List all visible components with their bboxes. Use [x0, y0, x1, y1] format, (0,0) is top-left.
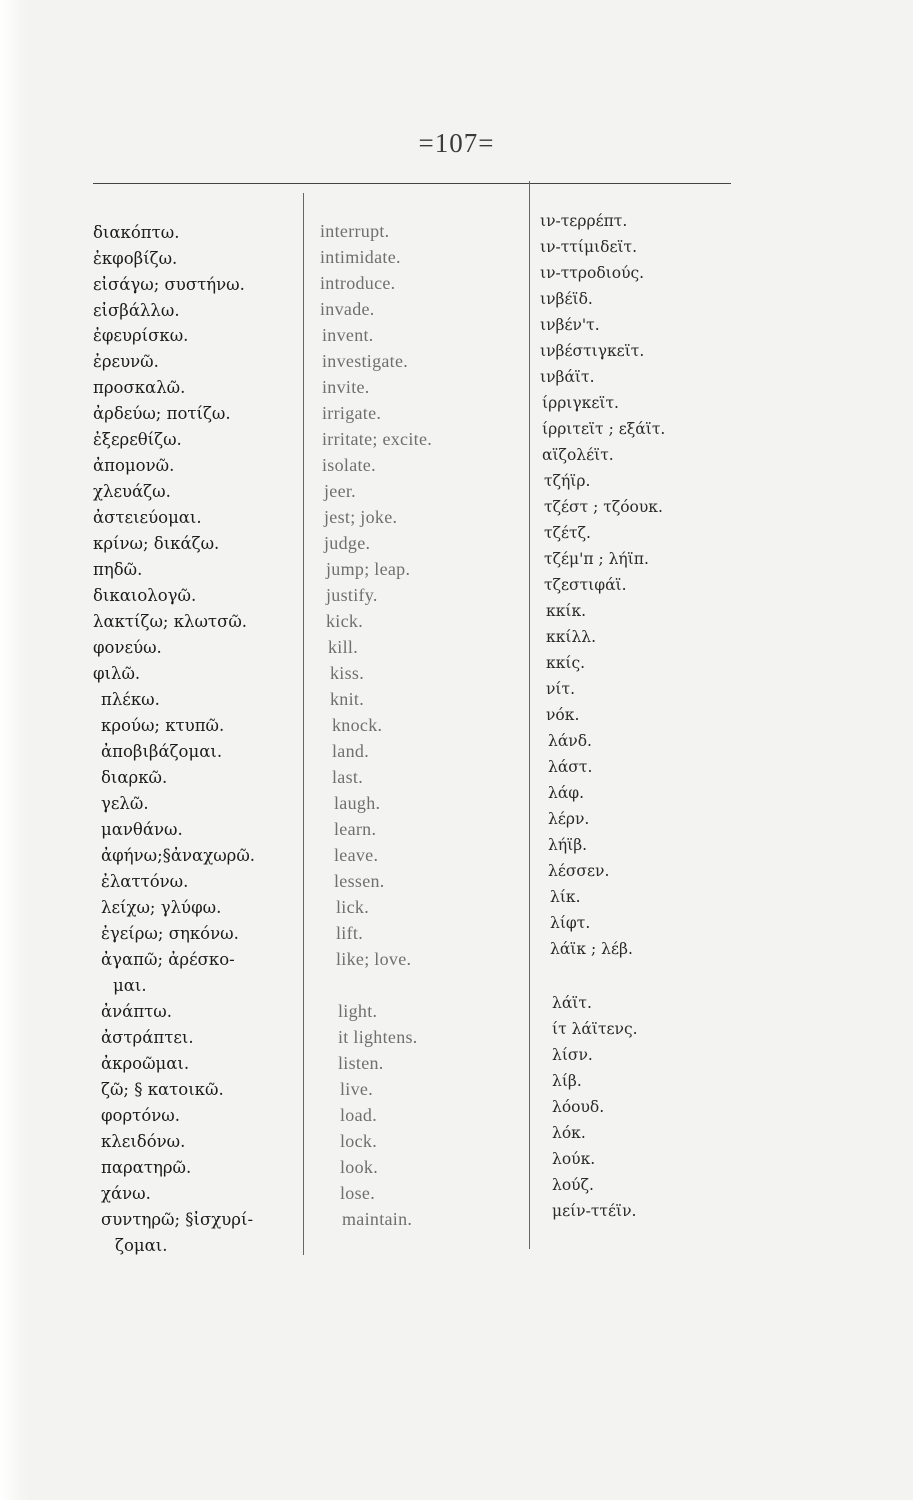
column-divider-right: [529, 181, 530, 1249]
transliteration-entry: νόκ.: [546, 706, 580, 724]
english-entry: last.: [332, 767, 363, 787]
english-entry: learn.: [334, 819, 377, 839]
english-entry: laugh.: [334, 793, 381, 813]
english-entry: isolate.: [322, 455, 376, 475]
greek-entry: λείχω; γλύφω.: [101, 898, 222, 917]
english-entry: knit.: [330, 689, 365, 709]
greek-entry: ἐλαττόνω.: [101, 872, 189, 891]
transliteration-entry: ίρριτεϊτ ; εξάϊτ.: [542, 420, 666, 438]
english-entry: jest; joke.: [324, 507, 398, 527]
greek-entry: φορτόνω.: [101, 1106, 180, 1125]
greek-entry: προσκαλῶ.: [93, 378, 186, 397]
greek-entry: ἐφευρίσκω.: [93, 326, 189, 345]
page-number: =107=: [418, 128, 495, 158]
transliteration-entry: κκίλλ.: [546, 628, 597, 646]
english-entry: lift.: [336, 923, 363, 943]
transliteration-entry: λίβ.: [552, 1072, 582, 1090]
transliteration-entry: τζεστιφάϊ.: [544, 576, 627, 594]
transliteration-entry: μείν-ττέϊν.: [552, 1202, 637, 1220]
english-entry: irritate; excite.: [322, 429, 433, 449]
english-entry: look.: [340, 1157, 379, 1177]
greek-entry: ἀπομονῶ.: [93, 456, 175, 475]
english-entry: lose.: [340, 1183, 375, 1203]
greek-entry: χλευάζω.: [93, 482, 171, 501]
transliteration-entry: ινβέστιγκεϊτ.: [540, 342, 645, 360]
english-entry: justify.: [326, 585, 378, 605]
greek-entry: κρίνω; δικάζω.: [93, 534, 220, 553]
english-entry: leave.: [334, 845, 379, 865]
greek-entry: διαρκῶ.: [101, 768, 168, 787]
greek-entry: ἐξερεθίζω.: [93, 430, 182, 449]
greek-entry: πλέκω.: [101, 690, 160, 709]
english-entry: investigate.: [322, 351, 409, 371]
english-entry: knock.: [332, 715, 383, 735]
transliteration-entry: νίτ.: [546, 680, 576, 698]
english-entry: listen.: [338, 1053, 384, 1073]
english-entry: jump; leap.: [326, 559, 411, 579]
greek-entry: κρούω; κτυπῶ.: [101, 716, 225, 735]
greek-entry: χάνω.: [101, 1184, 151, 1203]
greek-entry: λακτίζω; κλωτσῶ.: [93, 612, 248, 631]
english-entry: intimidate.: [320, 247, 401, 267]
transliteration-entry: ίρριγκεϊτ.: [542, 394, 619, 412]
english-entry: invade.: [320, 299, 375, 319]
transliteration-entry: λάϊκ ; λέβ.: [550, 940, 633, 958]
transliteration-entry: λάστ.: [548, 758, 593, 776]
greek-entry: παρατηρῶ.: [101, 1158, 192, 1177]
english-entry: jeer.: [324, 481, 356, 501]
greek-entry: ἀκροῶμαι.: [101, 1054, 190, 1073]
greek-entry: ἀρδεύω; ποτίζω.: [93, 404, 231, 423]
transliteration-entry: τζέτζ.: [544, 524, 591, 542]
transliteration-entry: λίφτ.: [550, 914, 591, 932]
transliteration-entry: ιν-ττροδιούς.: [540, 264, 645, 282]
transliteration-entry: τζέμ'π ; λήϊπ.: [544, 550, 649, 568]
transliteration-entry: λέρν.: [548, 810, 590, 828]
greek-entry: φονεύω.: [93, 638, 162, 657]
transliteration-entry: κκίκ.: [546, 602, 587, 620]
greek-entry: γελῶ.: [101, 794, 149, 813]
english-entry: lick.: [336, 897, 369, 917]
page-edge: [0, 0, 30, 1500]
english-entry: lock.: [340, 1131, 377, 1151]
transliteration-entry: λούζ.: [552, 1176, 594, 1194]
transliteration-entry: λέσσεν.: [548, 862, 610, 880]
transliteration-entry: ινβάϊτ.: [540, 368, 595, 386]
english-column: [320, 0, 520, 1500]
english-entry: invent.: [322, 325, 374, 345]
transliteration-entry: λίσν.: [552, 1046, 593, 1064]
transliteration-entry: ιν-τερρέπτ.: [540, 212, 628, 230]
english-entry: land.: [332, 741, 369, 761]
transliteration-entry: λόουδ.: [552, 1098, 605, 1116]
greek-entry: κλειδόνω.: [101, 1132, 186, 1151]
greek-entry: μανθάνω.: [101, 820, 183, 839]
column-divider-left: [303, 193, 304, 1255]
transliteration-entry: τζήϊρ.: [544, 472, 591, 490]
greek-entry: ἀφήνω;§ἀναχωρῶ.: [101, 846, 256, 865]
greek-entry: εἰσβάλλω.: [93, 301, 180, 320]
greek-entry: ἐκφοβίζω.: [93, 249, 178, 268]
greek-entry: ἐγείρω; σηκόνω.: [101, 924, 239, 943]
english-entry: interrupt.: [320, 221, 390, 241]
english-entry: lessen.: [334, 871, 385, 891]
greek-entry: ἀγαπῶ; ἀρέσκο-: [101, 950, 235, 969]
greek-entry: πηδῶ.: [93, 560, 143, 579]
greek-entry: δικαιολογῶ.: [93, 586, 197, 605]
transliteration-column: [540, 0, 740, 1500]
transliteration-entry: ινβέν'τ.: [540, 316, 600, 334]
english-entry: like; love.: [336, 949, 412, 969]
greek-entry: ἀστράπτει.: [101, 1028, 194, 1047]
transliteration-entry: λάϊτ.: [552, 994, 592, 1012]
transliteration-entry: ιν-ττίμιδεϊτ.: [540, 238, 638, 256]
english-entry: maintain.: [342, 1209, 413, 1229]
greek-entry: συντηρῶ; §ἰσχυρί-: [101, 1210, 254, 1229]
transliteration-entry: λάφ.: [548, 784, 585, 802]
greek-entry: ἀνάπτω.: [101, 1002, 172, 1021]
greek-entry: διακόπτω.: [93, 223, 180, 242]
transliteration-entry: λίκ.: [550, 888, 581, 906]
transliteration-entry: λήϊβ.: [548, 836, 588, 854]
english-entry: judge.: [324, 533, 371, 553]
english-entry: irrigate.: [322, 403, 382, 423]
transliteration-entry: ινβέϊδ.: [540, 290, 593, 308]
english-entry: kick.: [326, 611, 363, 631]
english-entry: light.: [338, 1001, 378, 1021]
greek-entry: ἀστειεύομαι.: [93, 508, 202, 527]
transliteration-entry: τζέστ ; τζόουκ.: [544, 498, 663, 516]
greek-entry: ἐρευνῶ.: [93, 352, 159, 371]
greek-entry: ἀποβιβάζομαι.: [101, 742, 223, 761]
transliteration-entry: ίτ λάϊτενς.: [552, 1020, 638, 1038]
english-entry: invite.: [322, 377, 370, 397]
greek-entry: ζομαι.: [115, 1236, 168, 1255]
transliteration-entry: λόκ.: [552, 1124, 586, 1142]
greek-column: [93, 0, 298, 1500]
transliteration-entry: λούκ.: [552, 1150, 596, 1168]
english-entry: introduce.: [320, 273, 396, 293]
english-entry: it lightens.: [338, 1027, 418, 1047]
english-entry: load.: [340, 1105, 377, 1125]
transliteration-entry: λάνδ.: [548, 732, 592, 750]
english-entry: kill.: [328, 637, 359, 657]
greek-entry: μαι.: [113, 976, 147, 995]
transliteration-entry: κκίς.: [546, 654, 586, 672]
english-entry: kiss.: [330, 663, 365, 683]
greek-entry: φιλῶ.: [93, 664, 141, 683]
transliteration-entry: αϊζολέϊτ.: [542, 446, 614, 464]
greek-entry: εἰσάγω; συστήνω.: [93, 275, 245, 294]
greek-entry: ζῶ; § κατοικῶ.: [101, 1080, 224, 1099]
english-entry: live.: [340, 1079, 373, 1099]
